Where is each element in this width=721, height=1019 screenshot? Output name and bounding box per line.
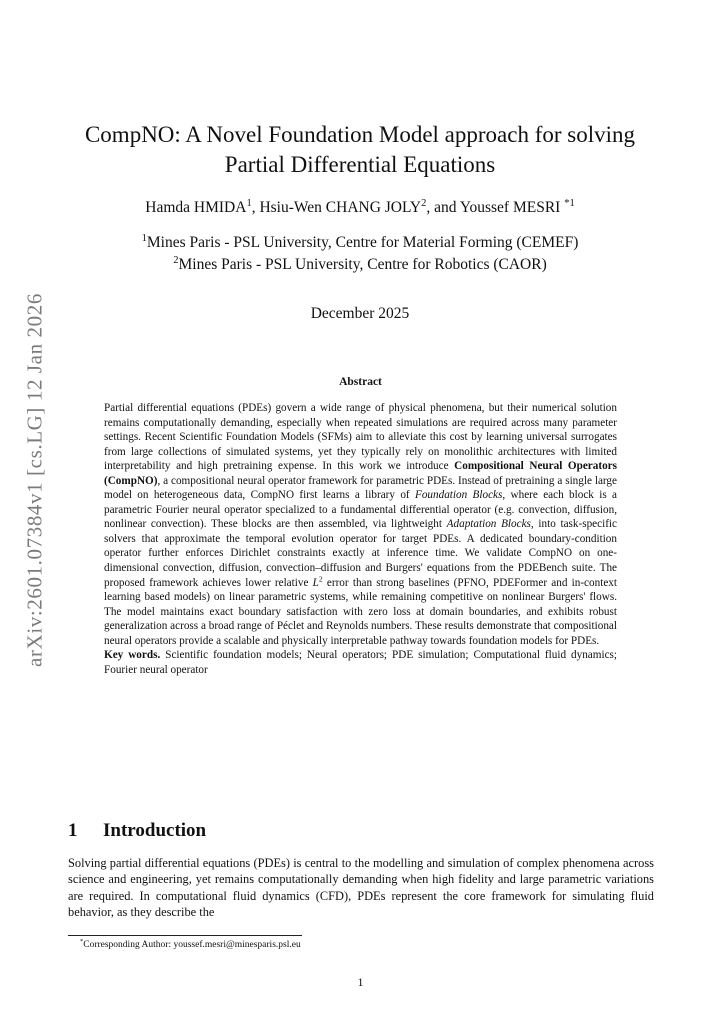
abstract-text: , where each block is a parametric Fourier neural operator specialized to a fundamental differential operator (e.g. convection, diffusion, nonlinear convection). These blocks are then assembled, via lightweight [104, 489, 617, 531]
arxiv-identifier: arXiv:2601.07384v1 [cs.LG] 12 Jan 2026 [22, 293, 47, 667]
author-affiliation-mark: 1 [246, 197, 252, 209]
footnote-rule [68, 935, 302, 936]
abstract-bold-term: Compositional Neural Operators (CompNO) [104, 460, 617, 487]
keywords-label: Key words. [104, 649, 161, 662]
footnote [80, 937, 301, 950]
author-affiliation-mark: 2 [421, 197, 427, 209]
affiliation [60, 256, 660, 274]
keywords [104, 648, 617, 677]
author-name: Youssef MESRI [459, 199, 561, 216]
author-name: Hsiu-Wen CHANG JOLY [259, 199, 422, 216]
footnote-text: Corresponding Author: youssef.mesri@minesparis.psl.eu [83, 940, 301, 950]
abstract-text: Partial differential equations (PDEs) govern a wide range of physical phenomena, but their numerical solution remains computationally demanding, especially when repeated simulations are required across many parameter settings. Recent Scientific Foundation Models (SFMs) aim to alleviate this cost by learning universal surrogates from large collections of simulated systems, yet they typically rely on monolithic architectures with limited interpretability and high pretraining expense. In this work we introduce [104, 402, 617, 473]
affiliation-mark: 2 [173, 254, 179, 266]
abstract-paragraph [104, 401, 617, 648]
affiliation-text: Mines Paris - PSL University, Centre for Robotics (CAOR) [178, 256, 547, 273]
paper-title: CompNO: A Novel Foundation Model approach for solving Partial Differential Equations [84, 122, 636, 177]
publication-date: December 2025 [310, 305, 410, 322]
abstract-body [104, 401, 617, 677]
footnote-mark: * [80, 937, 84, 945]
author-list: Hamda HMIDA$^1$, Hsiu-Wen CHANG JOLY$^2$, and Youssef MESRI $^{*1}$ [145, 197, 575, 216]
affiliation-text: Mines Paris - PSL University, Centre for Material Forming (CEMEF) [146, 234, 579, 251]
abstract-italic-term: Foundation Blocks [415, 489, 503, 502]
section-title: Introduction [103, 820, 207, 841]
math-superscript: 2 [318, 573, 323, 583]
math-symbol: L [312, 576, 319, 589]
abstract-text: error than strong baselines (PFNO, PDEFormer and in-context learning based models) on linear parametric systems, while remaining competitive on nonlinear Burgers' flows. The model maintains exact boundary satisfaction with zero loss at domain boundaries, and exhibits robust generalization across a broad range of Péclet and Reynolds numbers. These results demonstrate that compositional neural operators provide a scalable and physically interpretable pathway towards foundation models for PDEs. [104, 576, 617, 647]
affiliation [60, 234, 660, 252]
author-affiliation-mark: *1 [564, 197, 575, 209]
keywords-text: Scientific foundation models; Neural operators; PDE simulation; Computational fluid dynamics; Fourier neural operator [104, 649, 617, 676]
abstract-text: , a compositional neural operator framework for parametric PDEs. Instead of pretraining a single large model on heterogeneous data, CompNO first learns a library of [104, 474, 617, 502]
page-number: 1 [357, 975, 364, 989]
abstract-heading: Abstract [339, 376, 382, 388]
author-name: Hamda HMIDA [145, 199, 247, 216]
intro-paragraph: Solving partial differential equations (PDEs) is central to the modelling and simulation of complex phenomena across science and engineering, yet remains computationally demanding when high fidelity and large parametric variations are required. In computational fluid dynamics (CFD), PDEs represent the core framework for simulating fluid behavior, as they describe the [68, 856, 654, 920]
abstract-italic-term: Adaptation Blocks [446, 518, 531, 531]
abstract-text: , into task-specific solvers that approximate the temporal evolution operator for target PDEs. A dedicated boundary-condition operator further enforces Dirichlet constraints exactly at inference time. We validate CompNO on one-dimensional convection, diffusion, convection–diffusion and Burgers' equations from the PDEBench suite. The proposed framework achieves lower relative [104, 518, 618, 589]
affiliation-mark: 1 [141, 232, 147, 244]
section-heading [68, 820, 206, 842]
section-number: 1 [68, 820, 78, 841]
